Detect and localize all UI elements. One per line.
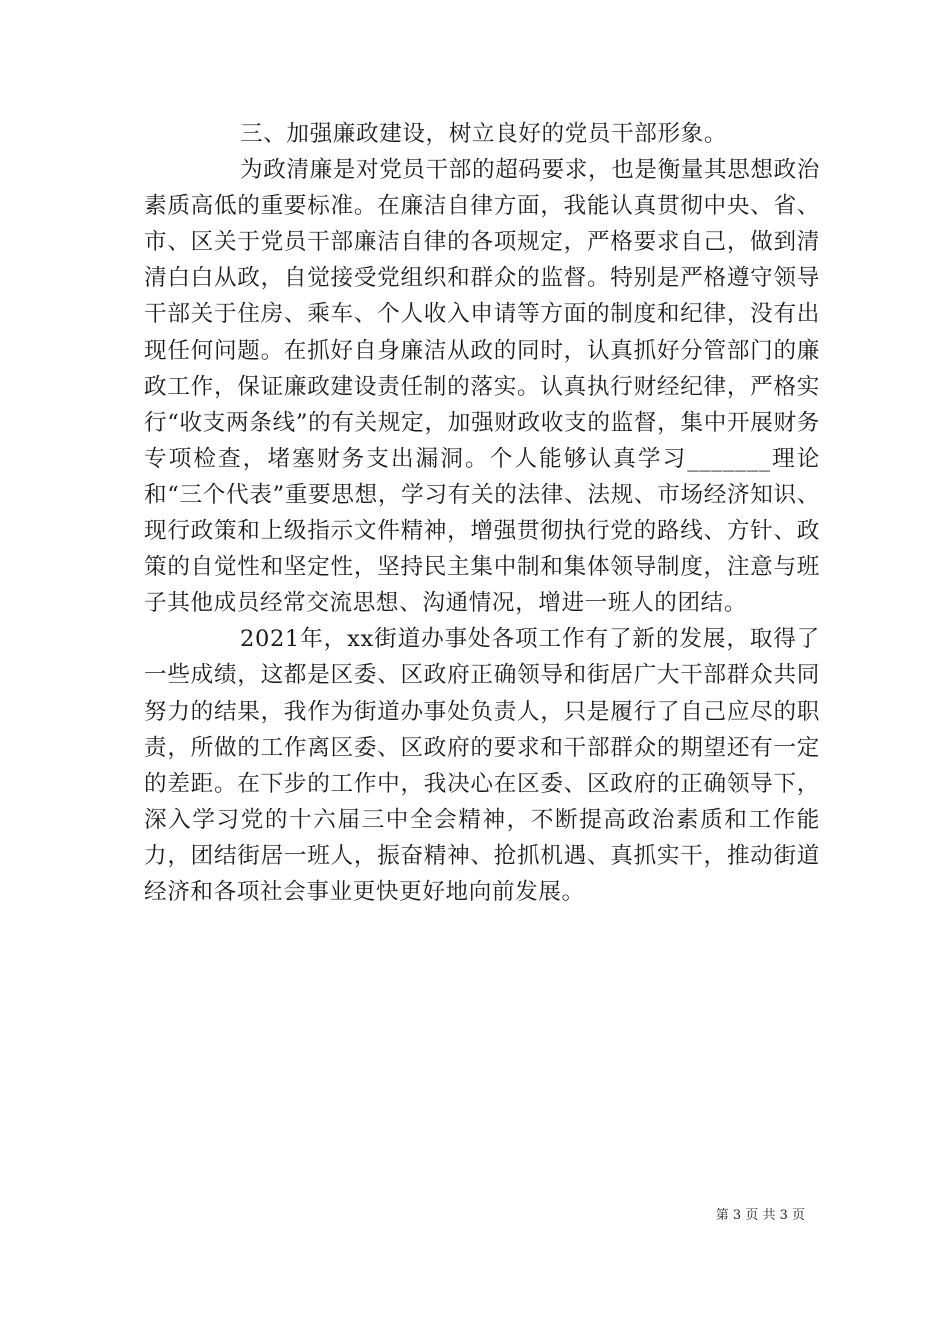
section-heading: 三、加强廉政建设，树立良好的党员干部形象。 [240,121,728,147]
page-number-footer: 第 3 页 共 3 页 [715,1208,805,1223]
paragraph-integrity: 为政清廉是对党员干部的超码要求，也是衡量其思想政治素质高低的重要标准。在廉洁自律方面，我能认真贯彻中央、省、市、区关于党员干部廉洁自律的各项规定，严格要求自己，做到清清白白从政，自觉接受党组织和群众的监督。特别是严格遵守领导干部关于住房、乘车、个人收入申请等方面的制度和纪律，没有出现任何问题。在抓好自身廉洁从政的同时，认真抓好分管部门的廉政工作，保证廉政建设责任制的落实。认真执行财经纪律，严格实行“收支两条线”的有关规定，加强财政收支的监督，集中开展财务专项检查，堵塞财务支出漏洞。个人能够认真学习_______理论和“三个代表”重要思想，学习有关的法律、法规、市场经济知识、现行政策和上级指示文件精神，增强贯彻执行党的路线、方针、政策的自觉性和坚定性，坚持民主集中制和集体领导制度，注意与班子其他成员经常交流思想、沟通情况，增进一班人的团结。 [144,157,820,617]
document-body [144,116,820,910]
paragraph-summary: 2021年，xx街道办事处各项工作有了新的发展，取得了一些成绩，这都是区委、区政府正确领导和街居广大干部群众共同努力的结果，我作为街道办事处负责人，只是履行了自己应尽的职责，所做的工作离区委、区政府的要求和干部群众的期望还有一定的差距。在下步的工作中，我决心在区委、区政府的正确领导下，深入学习党的十六届三中全会精神，不断提高政治素质和工作能力，团结街居一班人，振奋精神、抢抓机遇、真抓实干，推动街道经济和各项社会事业更快更好地向前发展。 [144,626,820,905]
